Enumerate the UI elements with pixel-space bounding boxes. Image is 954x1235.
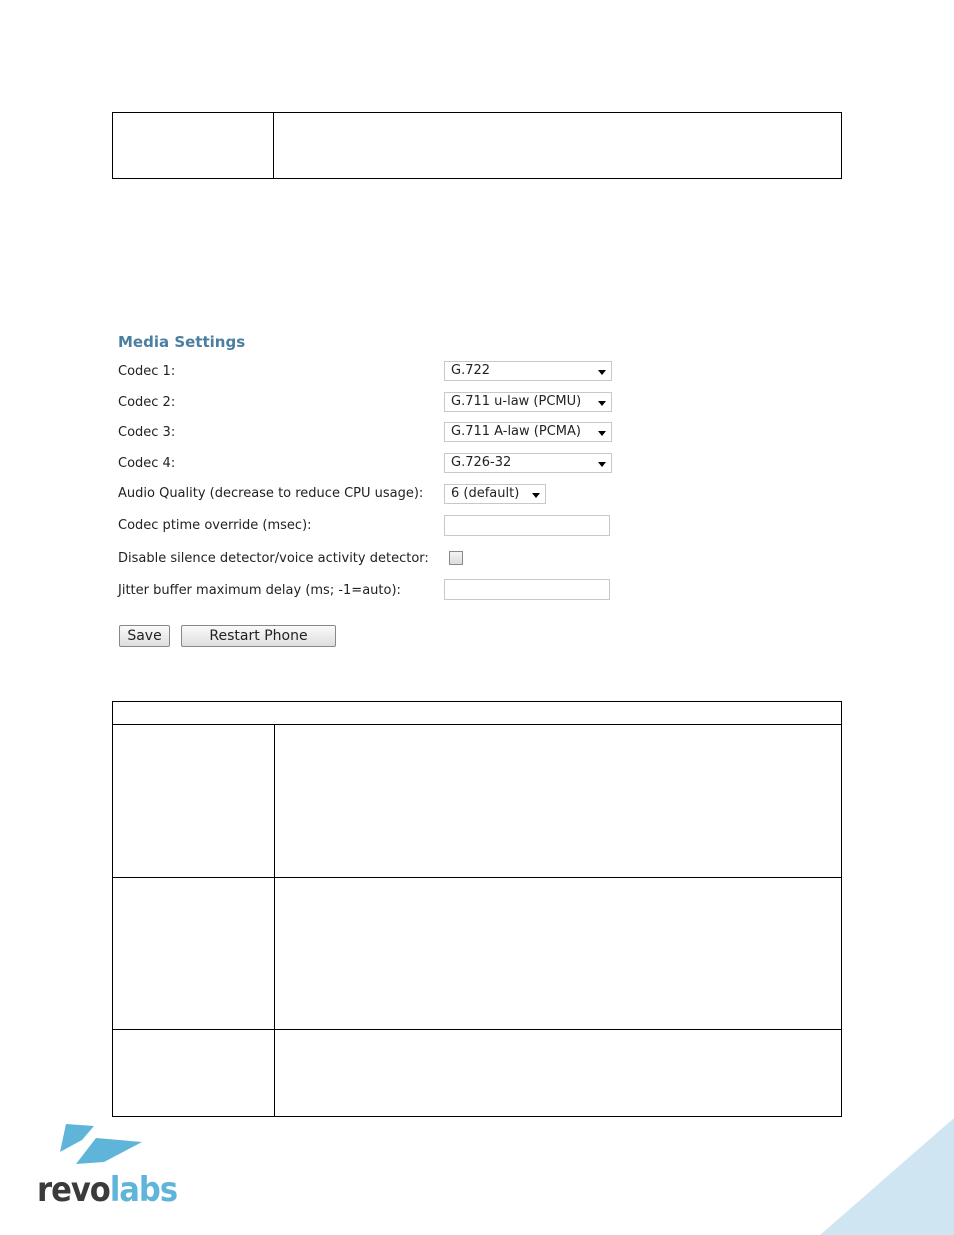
restart-phone-button[interactable]: Restart Phone (181, 625, 336, 647)
codec-1-select[interactable] (444, 361, 612, 381)
audio-quality-label: Audio Quality (decrease to reduce CPU usage): (118, 486, 424, 501)
codec-2-select[interactable] (444, 392, 612, 412)
audio-quality-select[interactable] (444, 484, 546, 504)
codec-ptime-label: Codec ptime override (msec): (118, 518, 312, 533)
codec-3-select[interactable] (444, 422, 612, 442)
codec-4-label: Codec 4: (118, 456, 176, 471)
bottom-table-row-divider (113, 877, 841, 878)
bottom-table (112, 701, 842, 1117)
logo-text-labs: labs (109, 1170, 178, 1210)
logo-text-revo: revo (37, 1170, 110, 1210)
audio-quality-value: 6 (default) (451, 486, 520, 501)
revolabs-logo (37, 1170, 177, 1210)
top-table-divider (273, 113, 274, 178)
codec-ptime-input[interactable] (444, 515, 610, 536)
save-button[interactable]: Save (119, 625, 170, 647)
codec-4-value: G.726-32 (451, 455, 512, 470)
bottom-table-header-divider (113, 724, 841, 725)
jitter-buffer-input[interactable] (444, 579, 610, 600)
chevron-down-icon (598, 462, 606, 467)
chevron-down-icon (598, 401, 606, 406)
codec-2-label: Codec 2: (118, 395, 176, 410)
disable-vad-label: Disable silence detector/voice activity detector: (118, 551, 429, 566)
codec-3-label: Codec 3: (118, 425, 176, 440)
revolabs-fin-icon (52, 1122, 152, 1168)
codec-1-value: G.722 (451, 363, 491, 378)
codec-3-value: G.711 A-law (PCMA) (451, 424, 581, 439)
media-settings-title: Media Settings (118, 333, 246, 351)
top-table (112, 112, 842, 179)
jitter-buffer-label: Jitter buffer maximum delay (ms; -1=auto): (118, 583, 401, 598)
chevron-down-icon (532, 493, 540, 498)
disable-vad-checkbox[interactable] (449, 551, 463, 565)
chevron-down-icon (598, 431, 606, 436)
bottom-table-row-divider (113, 1029, 841, 1030)
chevron-down-icon (598, 370, 606, 375)
codec-1-label: Codec 1: (118, 364, 176, 379)
codec-2-value: G.711 u-law (PCMU) (451, 394, 582, 409)
codec-4-select[interactable] (444, 453, 612, 473)
bottom-table-column-divider (274, 725, 275, 1116)
corner-triangle-decoration (820, 1118, 954, 1235)
